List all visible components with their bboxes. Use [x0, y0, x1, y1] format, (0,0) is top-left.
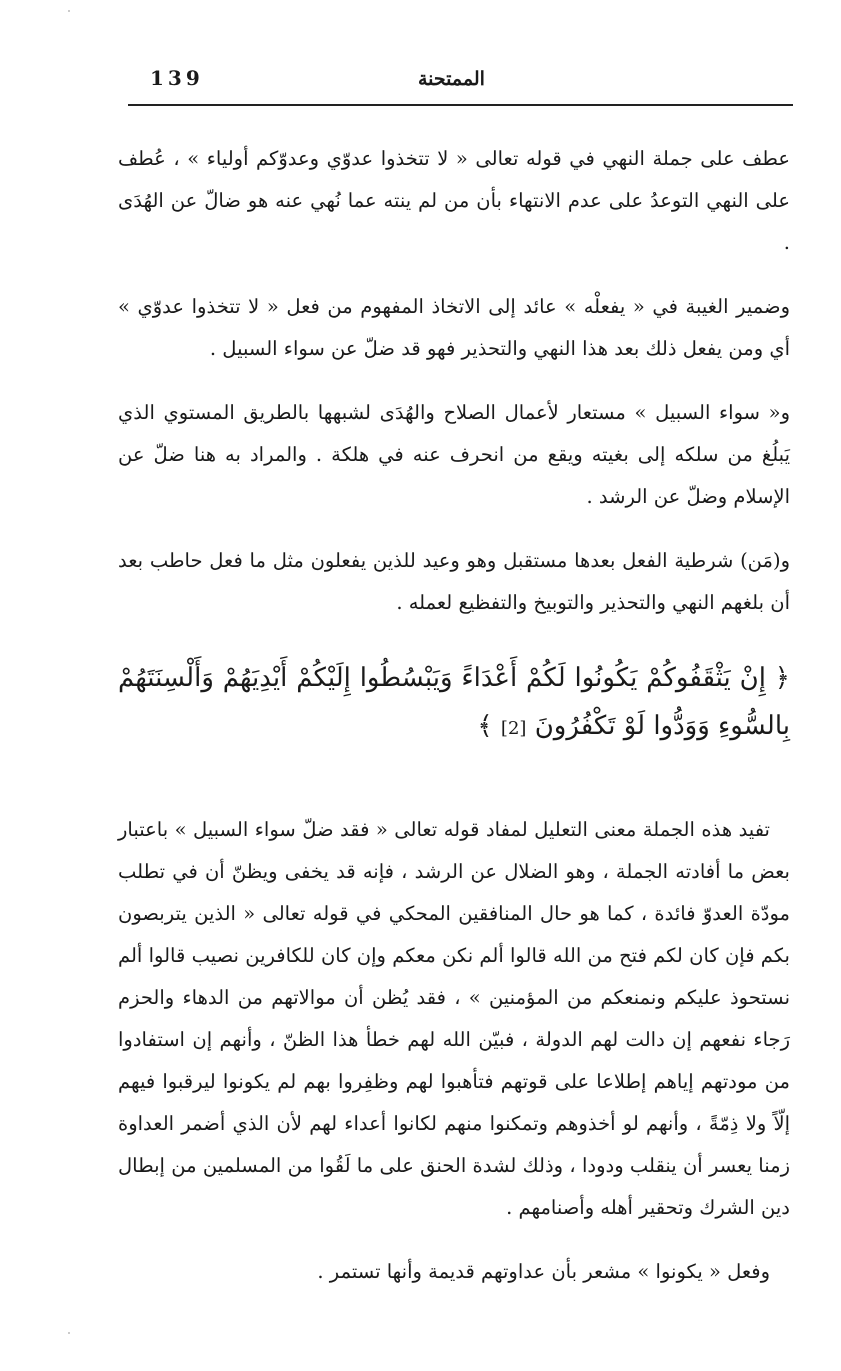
- paragraph-1: عطف على جملة النهي في قوله تعالى « لا تتخذوا عدوّي وعدوّكم أولياء » ، عُطف على النهي التوعدُ على عدم الانتهاء بأن من لم ينته عما نُهي عنه هو ضالّ عن الهُدَى .: [118, 147, 790, 254]
- paragraph-2: وضمير الغيبة في « يفعلْه » عائد إلى الاتخاذ المفهوم من فعل « لا تتخذوا عدوّي » أي ومن يفعل ذلك بعد هذا النهي والتحذير فهو قد ضلّ عن سواء السبيل .: [118, 295, 790, 360]
- scan-speck: [68, 10, 70, 12]
- quran-verse: [118, 654, 790, 753]
- paragraph-3: و« سواء السبيل » مستعار لأعمال الصلاح والهُدَى لشبهها بالطريق المستوي الذي يَبلُغ من سلكه إلى بغيته ويقع من انحرف عنه في هلكة . والمراد به هنا ضلّ عن الإسلام وضلّ عن الرشد .: [118, 401, 790, 508]
- verse-close-bracket: ﴾: [477, 711, 493, 741]
- running-title: الممتحنة: [418, 68, 485, 90]
- commentary-paragraph: تفيد هذه الجملة معنى التعليل لمفاد قوله تعالى « فقد ضلّ سواء السبيل » باعتبار بعض ما أفادته الجملة ، وهو الضلال عن الرشد ، فإنه قد يخفى ويظنّ أن في تطلب مودّة العدوّ فائدة ، كما هو حال المنافقين المحكي في قوله تعالى « الذين يتربصون بكم فإن كان لكم فتح من الله قالوا ألم نكن معكم وإن كان للكافرين نصيب قالوا ألم نستحوذ عليكم ونمنعكم من المؤمنين » ، فقد يُظن أن موالاتهم من الدهاء والحزم رَجاء نفعهم إن دالت لهم الدولة ، فبيّن الله لهم خطأ هذا الظنّ ، وأنهم إن استفادوا من مودتهم إياهم إطلاعا على قوتهم فتأهبوا لهم وظفِروا بهم لم يكونوا ليرقبوا فيهم إلّاً ولا ذِمّةً ، وأنهم لو أخذوهم وتمكنوا منهم لكانوا أعداء لهم لأن الذي أضمر العداوة زمنا يعسر أن ينقلب ودودا ، وذلك لشدة الحنق على ما لَقُوا من المسلمين من إبطال دين الشرك وتحقير أهله وأصنامهم .: [118, 818, 790, 1219]
- header-rule: [128, 104, 793, 106]
- verse-open-bracket: ﴿: [774, 663, 791, 693]
- page-body: [118, 138, 790, 1315]
- page-header: [128, 58, 793, 104]
- scan-speck: [68, 1332, 70, 1334]
- paragraph-4: و(مَن) شرطية الفعل بعدها مستقبل وهو وعيد للذين يفعلون مثل ما فعل حاطب بعد أن بلغهم النهي والتحذير والتوبيخ والتفظيع لعمله .: [118, 549, 790, 614]
- verse-number: [2]: [500, 718, 527, 739]
- page-number: 139: [150, 66, 204, 90]
- final-paragraph: وفعل « يكونوا » مشعر بأن عداوتهم قديمة وأنها تستمر .: [317, 1260, 770, 1283]
- verse-text: إِنْ يَثْقَفُوكُمْ يَكُونُوا لَكُمْ أَعْدَاءً وَيَبْسُطُوا إِلَيْكُمْ أَيْدِيَهُمْ وَأَلْسِنَتَهُمْ بِالسُّوءِ وَوَدُّوا لَوْ تَكْفُرُونَ: [118, 663, 790, 741]
